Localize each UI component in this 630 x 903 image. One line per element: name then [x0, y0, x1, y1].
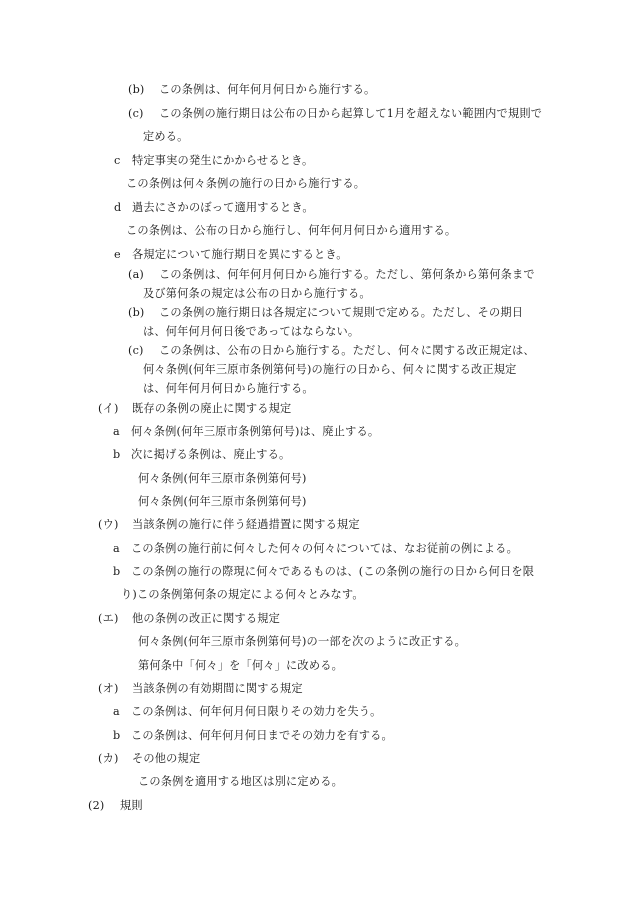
list-text: この条例の施行の際現に何々であるものは、(この条例の施行の日から何日を限 [131, 565, 535, 578]
section-body: この条例は、公布の日から施行し、何年何月何日から適用する。 [126, 224, 457, 237]
heading-text: 当該条例の有効期間に関する規定 [132, 682, 303, 695]
item-text: この条例の施行期日は各規定について規則で定める。ただし、その期日 [159, 306, 524, 319]
list-continuation: り)この条例第何条の規定による何々とみなす。 [121, 588, 364, 601]
section-text: 各規定について施行期日を異にするとき。 [132, 248, 348, 261]
item-text: この条例は、何年何月何日から施行する。ただし、第何条から第何条まで [159, 268, 535, 281]
list-text: この条例は、何年何月何日までその効力を有する。 [131, 729, 393, 742]
item-mark: (b) [128, 306, 145, 319]
item-continuation: 及び第何条の規定は公布の日から施行する。 [143, 287, 371, 300]
item-b [128, 306, 523, 320]
item-text: この条例は、何年何月何日から施行する。 [159, 83, 376, 96]
list-mark: a [113, 425, 120, 438]
list-mark: a [113, 542, 120, 555]
list-text: 次に掲げる条例は、廃止する。 [131, 448, 291, 461]
amendment-line: 第何条中「何々」を「何々」に改める。 [138, 659, 343, 672]
heading-mark: (オ) [98, 682, 119, 695]
list-mark: b [113, 565, 121, 578]
item-continuation: 定める。 [143, 130, 189, 143]
amendment-line: 何々条例(何年三原市条例第何号)の一部を次のように改正する。 [138, 635, 466, 648]
heading-text: 規則 [120, 799, 143, 812]
section-d-heading [114, 201, 314, 215]
heading-mark: (ウ) [98, 518, 119, 531]
list-mark: b [113, 729, 121, 742]
heading-mark: (カ) [98, 752, 119, 765]
item-mark: (c) [128, 107, 144, 120]
list-item [113, 542, 518, 556]
heading-u [98, 518, 360, 532]
heading-text: 他の条例の改正に関する規定 [132, 612, 281, 625]
list-item [113, 448, 290, 462]
item-continuation: は、何年何月何日後であってはならない。 [143, 325, 360, 338]
item-mark: (a) [128, 268, 144, 281]
section-body: この条例を適用する地区は別に定める。 [138, 775, 343, 788]
section-c-heading [114, 154, 313, 168]
list-item [113, 705, 382, 719]
item-mark: (b) [128, 83, 145, 96]
item-mark: (c) [128, 344, 144, 357]
section-body: この条例は何々条例の施行の日から施行する。 [126, 177, 366, 190]
item-c-施行期日 [128, 107, 542, 121]
item-b-施行 [128, 83, 375, 97]
heading-o [98, 682, 303, 696]
list-text: 何々条例(何年三原市条例第何号)は、廃止する。 [131, 425, 380, 438]
heading-mark: (エ) [98, 612, 119, 625]
section-mark: d [114, 201, 122, 214]
list-mark: b [113, 448, 121, 461]
heading-2 [88, 799, 143, 813]
heading-text: その他の規定 [132, 752, 201, 765]
ordinance-name: 何々条例(何年三原市条例第何号) [138, 495, 307, 508]
heading-mark: (イ) [98, 402, 119, 415]
list-text: この条例は、何年何月何日限りその効力を失う。 [131, 705, 382, 718]
section-text: 特定事実の発生にかからせるとき。 [132, 154, 314, 167]
item-text: この条例の施行期日は公布の日から起算して1月を超えない範囲内で規則で [159, 107, 543, 120]
heading-ka [98, 752, 200, 766]
heading-e [98, 612, 280, 626]
list-mark: a [113, 705, 120, 718]
ordinance-name: 何々条例(何年三原市条例第何号) [138, 472, 307, 485]
list-item [113, 729, 393, 743]
list-item [113, 565, 534, 579]
section-text: 過去にさかのぼって適用するとき。 [132, 201, 314, 214]
section-mark: c [114, 154, 121, 167]
heading-i [98, 402, 291, 416]
item-continuation: は、何年何月何日から施行する。 [143, 382, 314, 395]
section-e-heading [114, 248, 348, 262]
item-c [128, 344, 535, 358]
list-text: この条例の施行前に何々した何々の何々については、なお従前の例による。 [131, 542, 518, 555]
heading-mark: (2) [88, 799, 105, 812]
list-item [113, 425, 379, 439]
item-a [128, 268, 535, 282]
heading-text: 当該条例の施行に伴う経過措置に関する規定 [132, 518, 360, 531]
section-mark: e [114, 248, 121, 261]
item-continuation: 何々条例(何年三原市条例第何号)の施行の日から、何々に関する改正規定 [143, 363, 517, 376]
item-text: この条例は、公布の日から施行する。ただし、何々に関する改正規定は、 [159, 344, 535, 357]
heading-text: 既存の条例の廃止に関する規定 [132, 402, 292, 415]
